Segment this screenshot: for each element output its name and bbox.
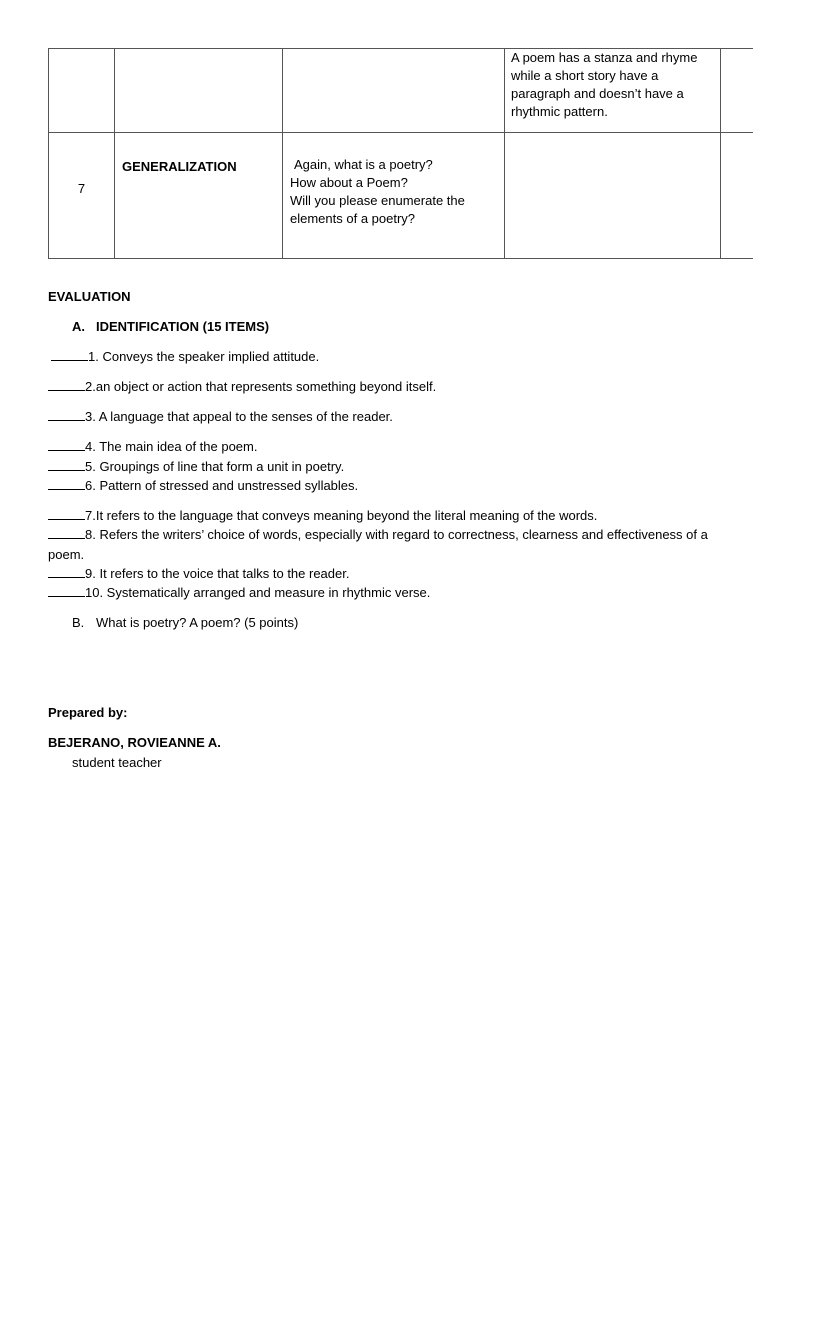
answer-blank [51,349,88,361]
number-cell [49,49,115,133]
list-item: 10. Systematically arranged and measure in rhythmic verse. [48,584,430,602]
preparer-name: BEJERANO, ROVIEANNE A. [48,735,221,750]
answer-blank [48,379,85,391]
part-a-heading [72,318,269,336]
extra-cell [721,49,753,133]
answer-blank [48,508,85,520]
list-item: 1. Conveys the speaker implied attitude. [51,348,319,366]
question-line: Will you please enumerate the elements of a poetry? [290,193,465,226]
question-line: Again, what is a poetry? [294,157,433,172]
part-b-text: What is poetry? A poem? (5 points) [96,615,299,630]
student-activity-cell [505,133,721,259]
list-item-continuation: poem. [48,547,85,562]
part-b-letter: B. [72,615,85,630]
list-item: 9. It refers to the voice that talks to the reader. [48,565,349,583]
list-item: 5. Groupings of line that form a unit in poetry. [48,458,344,476]
extra-cell [721,133,753,259]
answer-blank [48,527,85,539]
answer-blank [48,566,85,578]
student-activity-cell [505,49,721,133]
phase-label: GENERALIZATION [122,159,237,174]
list-item: 3. A language that appeal to the senses of the reader. [48,408,393,426]
answer-blank [48,478,85,490]
answer-blank [48,439,85,451]
lesson-plan-table [48,48,753,259]
step-number: 7 [77,181,86,196]
table-row [49,49,753,133]
list-item: 7.It refers to the language that conveys meaning beyond the literal meaning of the words. [48,507,597,525]
list-item: 8. Refers the writers’ choice of words, especially with regard to correctness, clearness and effectiveness of a [48,526,708,544]
number-cell [49,133,115,259]
part-a-letter: A. [72,319,85,334]
teacher-questions [283,133,504,228]
part-b-question [72,614,298,632]
question-line: How about a Poem? [290,175,408,190]
list-item: 2.an object or action that represents something beyond itself. [48,378,436,396]
answer-blank [48,585,85,597]
prepared-by-label: Prepared by: [48,705,128,720]
student-answer-text: A poem has a stanza and rhyme while a short story have a paragraph and doesn’t have a rhythmic pattern. [511,50,698,119]
answer-blank [48,409,85,421]
answer-blank [48,459,85,471]
phase-cell [115,49,283,133]
teacher-activity-cell [283,49,505,133]
list-item: 6. Pattern of stressed and unstressed syllables. [48,477,358,495]
evaluation-heading: EVALUATION [48,289,131,304]
phase-cell [115,133,283,259]
teacher-activity-cell [283,133,505,259]
preparer-role: student teacher [72,755,162,770]
table-row [49,133,753,259]
part-a-title: IDENTIFICATION (15 ITEMS) [96,319,270,334]
list-item: 4. The main idea of the poem. [48,438,257,456]
